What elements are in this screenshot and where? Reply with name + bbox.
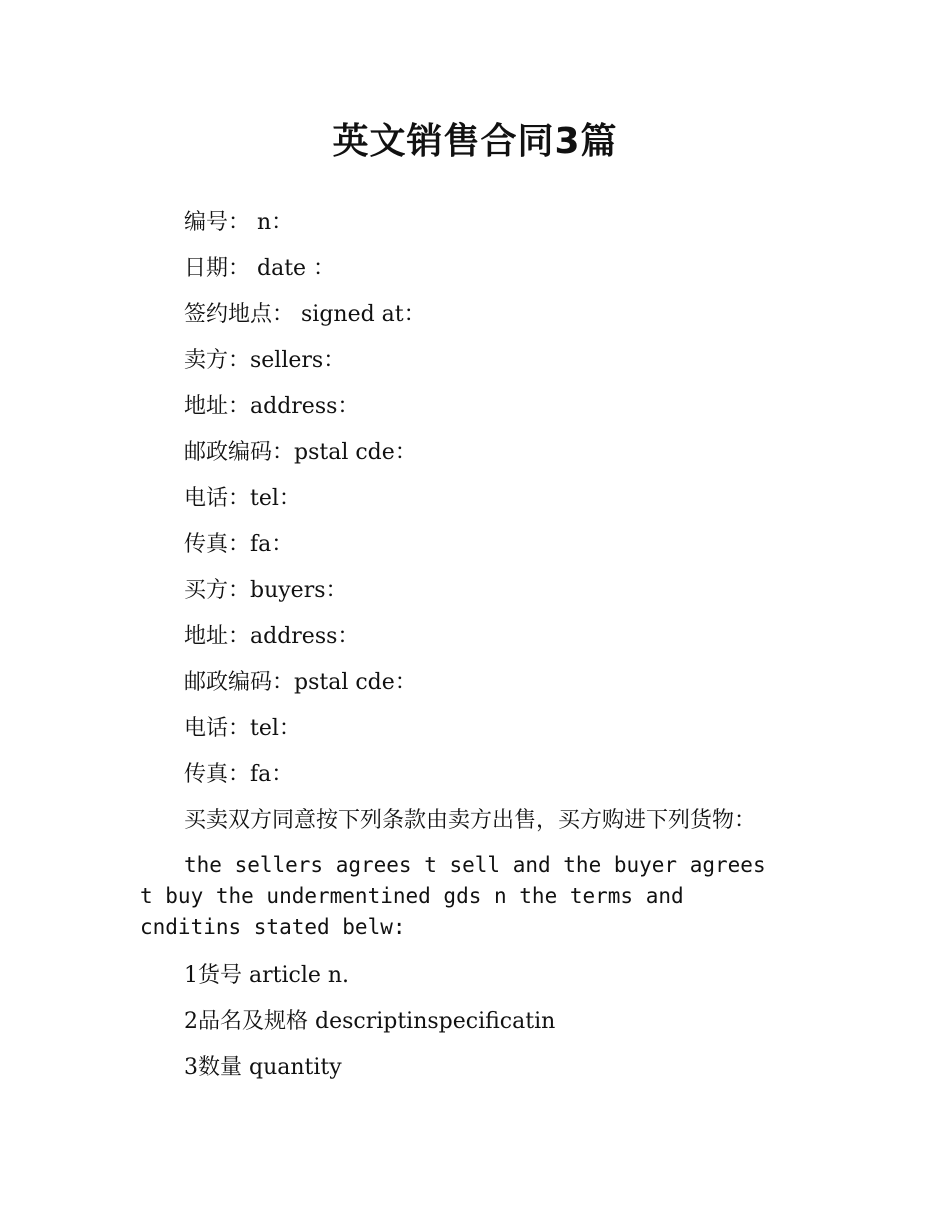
contract-header-fields [140,200,810,844]
field-buyer-tel: 电话：tel： [184,716,301,741]
field-buyer-postal-code: 邮政编码：pstal cde： [184,670,417,695]
contract-items [140,953,810,1091]
item-description-specification: 2品名及规格 descriptinspecificatin [184,1009,556,1034]
agreement-statement-cn: 买卖双方同意按下列条款由卖方出售，买方购进下列货物： [184,808,757,833]
field-date: 日期： date ： [184,256,336,281]
field-buyers: 买方：buyers： [184,578,348,603]
field-sellers: 卖方：sellers： [184,348,346,373]
field-seller-postal-code: 邮政编码：pstal cde： [184,440,417,465]
item-quantity: 3数量 quantity [184,1055,342,1080]
field-seller-fax: 传真：fa： [184,532,294,557]
field-seller-tel: 电话：tel： [184,486,301,511]
field-seller-address: 地址：address： [184,394,360,419]
agreement-statement-en: the sellers agrees t sell and the buyer agrees t buy the undermentined gds n the terms and cnditins stated belw: [140,853,766,939]
document-title: 英文销售合同3篇 [332,121,618,162]
field-buyer-fax: 传真：fa： [184,762,294,787]
field-signed-at: 签约地点： signed at： [184,302,426,327]
item-article-number: 1货号 article n. [184,963,350,988]
field-buyer-address: 地址：address： [184,624,360,649]
field-number: 编号： n： [184,210,294,235]
